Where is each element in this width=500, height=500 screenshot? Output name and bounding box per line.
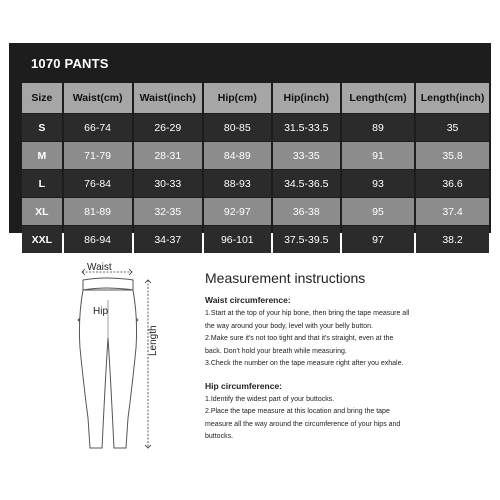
table-cell: 97	[342, 226, 414, 253]
table-cell: 35.8	[416, 142, 489, 169]
table-cell: 26-29	[134, 114, 202, 141]
table-row	[22, 170, 489, 197]
table-row	[22, 198, 489, 225]
leggings-illustration	[70, 258, 190, 458]
table-cell: 71-79	[64, 142, 132, 169]
instruction-line: measure all the way around the circumference of your hips and	[205, 420, 401, 428]
header-length-cm: Length(cm)	[342, 83, 414, 113]
table-cell: 66-74	[64, 114, 132, 141]
size-cell: XL	[22, 198, 62, 225]
size-cell: M	[22, 142, 62, 169]
table-row	[22, 142, 489, 169]
size-cell: S	[22, 114, 62, 141]
header-length-inch: Length(inch)	[416, 83, 489, 113]
table-header-row	[22, 83, 489, 113]
table-cell: 28-31	[134, 142, 202, 169]
table-cell: 35	[416, 114, 489, 141]
table-cell: 81-89	[64, 198, 132, 225]
table-cell: 37.5-39.5	[273, 226, 340, 253]
table-cell: 34.5-36.5	[273, 170, 340, 197]
length-label: Length	[148, 325, 159, 356]
instructions-heading: Measurement instructions	[205, 270, 366, 286]
header-size: Size	[22, 83, 62, 113]
size-cell: XXL	[22, 226, 62, 253]
table-cell: 30-33	[134, 170, 202, 197]
waist-title: Waist circumference:	[205, 295, 291, 305]
hip-label: Hip	[93, 306, 109, 317]
instruction-line: back. Don't hold your breath while measuring.	[205, 347, 347, 355]
size-cell: L	[22, 170, 62, 197]
table-cell: 36.6	[416, 170, 489, 197]
instruction-line: 2.Place the tape measure at this location and bring the tape	[205, 408, 390, 415]
leggings-icon	[70, 258, 190, 458]
instruction-line: 1.Identify the widest part of your buttocks.	[205, 395, 335, 403]
instruction-line: the way around your body, level with your belly button.	[205, 322, 373, 330]
instruction-line: buttocks.	[205, 433, 234, 440]
table-cell: 93	[342, 170, 414, 197]
table-cell: 34-37	[134, 226, 202, 253]
header-waist-inch: Waist(inch)	[134, 83, 202, 113]
header-hip-cm: Hip(cm)	[204, 83, 271, 113]
table-cell: 32-35	[134, 198, 202, 225]
hip-section	[205, 381, 485, 444]
table-cell: 84-89	[204, 142, 271, 169]
table-cell: 86-94	[64, 226, 132, 253]
table-cell: 88-93	[204, 170, 271, 197]
measurement-instructions	[205, 270, 485, 454]
instruction-line: 3.Check the number on the tape measure right after you exhale.	[205, 360, 404, 367]
table-cell: 38.2	[416, 226, 489, 253]
table-cell: 76-84	[64, 170, 132, 197]
table-row	[22, 114, 489, 141]
table-row	[22, 226, 489, 253]
table-cell: 89	[342, 114, 414, 141]
waist-label: Waist	[87, 262, 112, 273]
header-hip-inch: Hip(inch)	[273, 83, 340, 113]
table-cell: 33-35	[273, 142, 340, 169]
hip-title: Hip circumference:	[205, 380, 282, 391]
table-cell: 96-101	[204, 226, 271, 253]
table-cell: 36-38	[273, 198, 340, 225]
header-waist-cm: Waist(cm)	[64, 83, 132, 113]
table-cell: 95	[342, 198, 414, 225]
table-cell: 92-97	[204, 198, 271, 225]
size-chart	[9, 43, 491, 246]
size-table	[20, 82, 491, 254]
table-cell: 37.4	[416, 198, 489, 225]
instruction-line: 2.Make sure it's not too tight and that it's straight, even at the	[205, 335, 394, 342]
waist-section	[205, 295, 485, 371]
chart-title: 1070 PANTS	[31, 56, 109, 71]
table-cell: 80-85	[204, 114, 271, 141]
instruction-line: 1.Start at the top of your hip bone, then bring the tape measure all	[205, 310, 410, 317]
table-cell: 91	[342, 142, 414, 169]
table-cell: 31.5-33.5	[273, 114, 340, 141]
